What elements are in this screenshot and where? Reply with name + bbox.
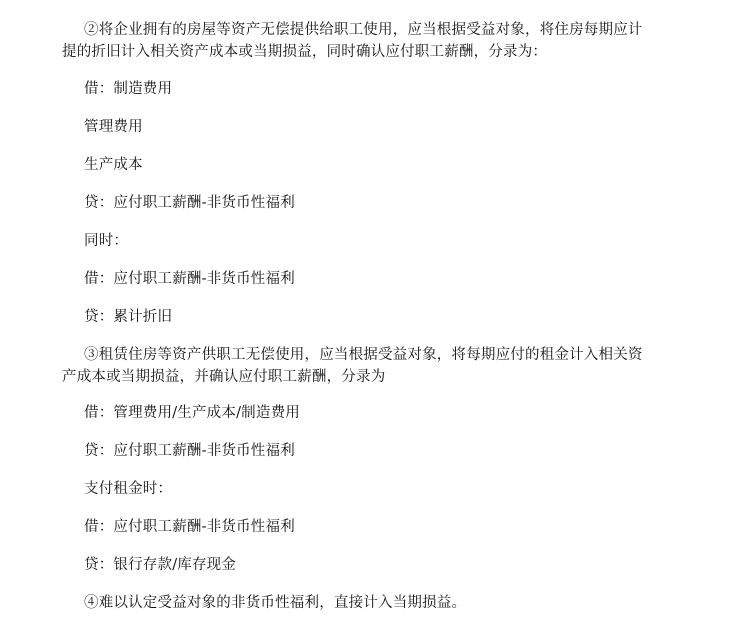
entry-production-cost: 生产成本 — [84, 157, 143, 173]
paragraph-2-line-2: 提的折旧计入相关资产成本或当期损益，同时确认应付职工薪酬，分录为： — [62, 44, 548, 60]
entry-debit-payroll: 借：应付职工薪酬-非货币性福利 — [84, 271, 295, 287]
entry-credit-payroll-2: 贷：应付职工薪酬-非货币性福利 — [84, 443, 295, 459]
entry-pay-rent: 支付租金时： — [84, 481, 173, 497]
paragraph-4-line-1: ④难以认定受益对象的非货币性福利，直接计入当期损益。 — [84, 595, 467, 611]
entry-credit-bank-cash: 贷：银行存款/库存现金 — [84, 557, 237, 573]
paragraph-2-line-1: ②将企业拥有的房屋等资产无偿提供给职工使用，应当根据受益对象，将住房每期应计 — [84, 22, 643, 38]
entry-credit-depreciation: 贷：累计折旧 — [84, 309, 173, 325]
entry-debit-expenses: 借：管理费用/生产成本/制造费用 — [84, 405, 300, 421]
entry-debit-manufacturing: 借：制造费用 — [84, 81, 173, 97]
entry-meanwhile: 同时： — [84, 233, 129, 249]
entry-management-expense: 管理费用 — [84, 119, 143, 135]
paragraph-3-line-2: 产成本或当期损益，并确认应付职工薪酬，分录为 — [62, 369, 386, 385]
paragraph-3-line-1: ③租赁住房等资产供职工无偿使用，应当根据受益对象，将每期应付的租金计入相关资 — [84, 347, 643, 363]
entry-debit-payroll-2: 借：应付职工薪酬-非货币性福利 — [84, 519, 295, 535]
entry-credit-payroll: 贷：应付职工薪酬-非货币性福利 — [84, 195, 295, 211]
